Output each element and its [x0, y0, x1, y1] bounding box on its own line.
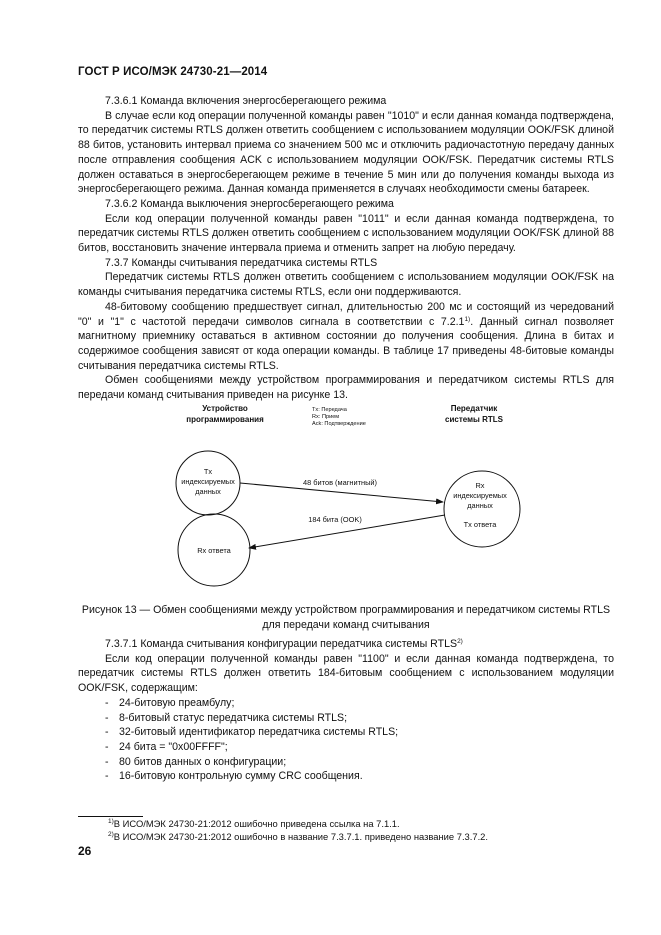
paragraph-7-3-6-2: Если код операции полученной команды равен "1011" и если данная команда подтверждена, то передатчик системы RTLS должен ответить сообщением с использованием модуляции OOK/FSK длиной 88 битов, восстановить значение интервала приема и отменить запрет на любую передачу.: [78, 212, 614, 255]
list-dash: -: [105, 711, 109, 724]
footnote-divider: [78, 816, 143, 817]
paragraph-7-3-7-a: Передатчик системы RTLS должен ответить сообщением с использованием модуляции OOK/FSK на команды считывания передатчика системы RTLS, если они поддерживаются.: [78, 271, 614, 299]
list-item: [105, 725, 614, 740]
section-heading-7-3-6-1: 7.3.6.1 Команда включения энергосберегающего режима: [105, 95, 387, 107]
list-item-text: 24 бита = "0x00FFFF";: [119, 740, 228, 753]
rx-circle-line1: Rx: [475, 481, 485, 490]
list-dash: -: [105, 740, 109, 753]
list-dash: -: [105, 726, 109, 739]
footnote-ref-2: 2): [457, 638, 463, 645]
right-title-line1: Передатчик: [450, 404, 498, 413]
section-7-3-7-1-block: [78, 637, 614, 784]
list-item-text: 8-битовый статус передатчика системы RTLS;: [119, 711, 348, 724]
list-item-text: 80 битов данных о конфигурации;: [119, 755, 287, 768]
list-item-text: 16-битовую контрольную сумму CRC сообщения.: [119, 770, 363, 783]
footnote-2: [78, 831, 614, 844]
list-item: [105, 740, 614, 755]
left-title-line2: программирования: [186, 415, 264, 424]
page-number: 26: [78, 844, 92, 858]
list-item: [105, 711, 614, 726]
figure-13-diagram: [160, 398, 540, 593]
message-contents-list: [78, 696, 614, 784]
footnote-1-text: В ИСО/МЭК 24730-21:2012 ошибочно приведена ссылка на 7.1.1.: [113, 818, 400, 829]
footnote-1: [78, 818, 614, 831]
footnote-1-mark: 1): [108, 818, 114, 825]
tx-circle-line3: данных: [195, 487, 221, 496]
figure-caption: Рисунок 13 — Обмен сообщениями между устройством программирования и передатчиком системы RTLS для передачи команд считывания: [81, 604, 611, 631]
paragraph-7-3-6-1: В случае если код операции полученной команды равен "1010" и если данная команда подтверждена, то передатчик системы RTLS должен ответить сообщением с использованием модуляции OOK/FSK длиной 88 битов, установить интервал приема со значением 500 мс и отключить радиочастотную передачу данных после отправления сообщения ACK с использованием модуляции OOK/FSK. Передатчик системы RTLS должен оставаться в энергосберегающем режиме в течение 5 мин или до получения команды выхода из энергосберегающего режима. Данная команда применяется в случаях необходимости смены батареек.: [78, 109, 614, 196]
arrow-184-label: 184 бита (OOK): [308, 515, 362, 524]
paragraph-7-3-7-b-part2: . Данный сигнал позволяет магнитному приемнику оставаться в активном состоянии до получения сообщения. Длина в битах и содержимое сообщения зависят от кода операции команды. В таблице 17 приведены 48-битовые команды считывания передатчика системы RTLS.: [78, 315, 615, 372]
main-text-block: [78, 94, 614, 403]
rx-circle-line4: Tx ответа: [463, 520, 497, 529]
footnotes: [78, 818, 614, 843]
rx-circle-line3: данных: [467, 501, 493, 510]
rx-circle-line2: индексируемых: [453, 491, 507, 500]
section-heading-7-3-6-2: 7.3.6.2 Команда выключения энергосберегающего режима: [105, 197, 394, 210]
section-heading-7-3-7-1: [78, 637, 614, 652]
list-dash: -: [105, 770, 109, 783]
list-item: [105, 769, 614, 784]
document-header: ГОСТ Р ИСО/МЭК 24730-21—2014: [78, 66, 268, 78]
paragraph-7-3-7-b: [78, 300, 614, 374]
tx-circle-line1: Tx: [203, 467, 213, 476]
footnote-2-mark: 2): [108, 830, 114, 838]
legend-line2: Rx: Прием: [312, 414, 340, 420]
legend-line1: Tx: Передача: [312, 407, 347, 413]
list-dash: -: [105, 696, 109, 709]
list-item: [105, 755, 614, 770]
list-item-text: 32-битовый идентификатор передатчика системы RTLS;: [119, 726, 399, 739]
list-item: [105, 696, 614, 711]
section-heading-7-3-7-1-text: 7.3.7.1 Команда считывания конфигурации передатчика системы RTLS: [105, 638, 458, 650]
paragraph-7-3-7-c: Обмен сообщениями между устройством программирования и передатчиком системы RTLS для передачи команд считывания приведен на рисунке 13.: [78, 374, 614, 402]
rx-answer-label: Rx ответа: [197, 546, 231, 555]
footnote-ref-1: 1): [464, 315, 471, 323]
footnote-2-text: В ИСО/МЭК 24730-21:2012 ошибочно в название 7.3.7.1. приведено название 7.3.7.2.: [113, 830, 489, 842]
paragraph-7-3-7-1: Если код операции полученной команды равен "1100" и если данная команда подтверждена, то передатчик системы RTLS должен ответить 184-битовым сообщением с использованием модуляции OOK/FSK, содержащим:: [78, 652, 614, 695]
section-heading-7-3-7: 7.3.7 Команды считывания передатчика системы RTLS: [105, 256, 378, 269]
list-item-text: 24-битовую преамбулу;: [119, 696, 235, 709]
tx-circle-line2: индексируемых: [181, 477, 235, 486]
right-title-line2: системы RTLS: [445, 415, 503, 424]
left-title-line1: Устройство: [202, 404, 248, 413]
arrow-48-label: 48 битов (магнитный): [303, 478, 377, 487]
list-dash: -: [105, 755, 109, 768]
paragraph-7-3-7-b-part1: 48-битовому сообщению предшествует сигнал, длительностью 200 мс и состоящий из чередований "0" и "1" с частотой передачи символов сигнала в соответствии с 7.2.1: [78, 300, 614, 328]
legend-line3: Ack: Подтверждение: [312, 421, 366, 427]
